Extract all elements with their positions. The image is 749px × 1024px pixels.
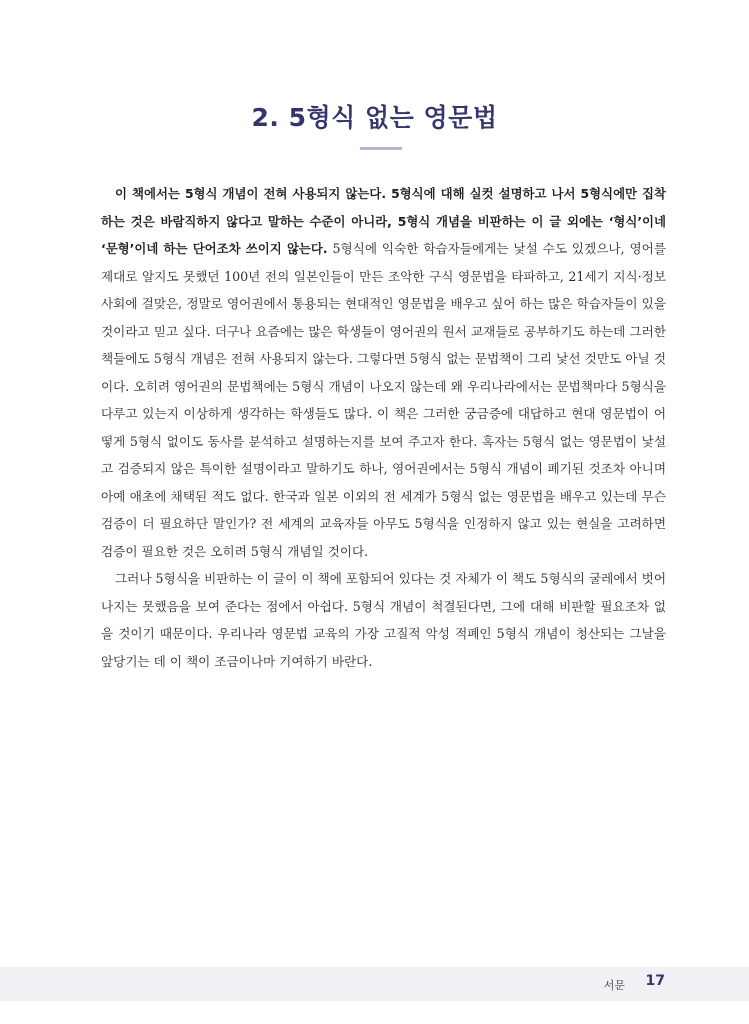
title-underline — [360, 147, 402, 150]
paragraph-text: 5형식에 익숙한 학습자들에게는 낯설 수도 있겠으나, 영어를 제대로 알지도 못했던 100년 전의 일본인들이 만든 조악한 구식 영문법을 타파하고, 21세기 지식·정보 사회에 걸맞은, 정말로 영어권에서 통용되는 현대적인 영문법을 배우고 싶어 하는 많은 학습자들이 있을 것이라고 믿고 싶다. 더구나 요즘에는 많은 학생들이 영어권의 원서 교재들로 공부하기도 하는데 그러한 책들에도 5형식 개념은 전혀 사용되지 않는다. 그렇다면 5형식 없는 문법책이 그리 낯선 것만도 아닐 것이다. 오히려 영어권의 문법책에는 5형식 개념이 나오지 않는데 왜 우리나라에서는 문법책마다 5형식을 다루고 있는지 이상하게 생각하는 학생들도 많다. 이 책은 그러한 궁금증에 대답하고 현대 영문법이 어떻게 5형식 없이도 동사를 분석하고 설명하는지를 보여 주고자 한다. 혹자는 5형식 없는 영문법이 낯설고 검증되지 않은 특이한 설명이라고 말하기도 하나, 영어권에서는 5형식 개념이 폐기된 것조차 아니며 아예 애초에 채택된 적도 없다. 한국과 일본 이외의 전 세계가 5형식 없는 영문법을 배우고 있는데 무슨 검증이 더 필요하단 말인가? 전 세계의 교육자들 아무도 5형식을 인정하지 않고 있는 현실을 고려하면 검증이 필요한 것은 오히려 5형식 개념일 것이다. — [101, 241, 666, 559]
page-title: 2. 5형식 없는 영문법 — [251, 103, 498, 132]
page-number: 17 — [645, 973, 665, 989]
paragraph-emphasis: 이 책에서는 5형식 개념이 전혀 사용되지 않는다. 5형식에 대해 실컷 설명하고 나서 5형식에만 집착하는 것은 바람직하지 않다고 말하는 수준이 아니라, 5형식 개념을 비판하는 이 글 외에는 ‘형식’이네 ‘문형’이네 하는 단어조차 쓰이지 않는다. — [101, 186, 666, 256]
footer-band — [0, 967, 749, 1001]
paragraph-text: 그러나 5형식을 비판하는 이 글이 이 책에 포함되어 있다는 것 자체가 이 책도 5형식의 굴레에서 벗어나지는 못했음을 보여 준다는 점에서 아쉽다. 5형식 개념이 척결된다면, 그에 대해 비판할 필요조차 없을 것이기 때문이다. 우리나라 영문법 교육의 가장 고질적 악성 적폐인 5형식 개념이 청산되는 그날을 앞당기는 데 이 책이 조금이나마 기여하기 바란다. — [101, 571, 666, 669]
paragraph — [101, 180, 666, 565]
body-text — [101, 180, 666, 675]
footer-section-label: 서문 — [603, 979, 625, 992]
paragraph — [101, 565, 666, 675]
